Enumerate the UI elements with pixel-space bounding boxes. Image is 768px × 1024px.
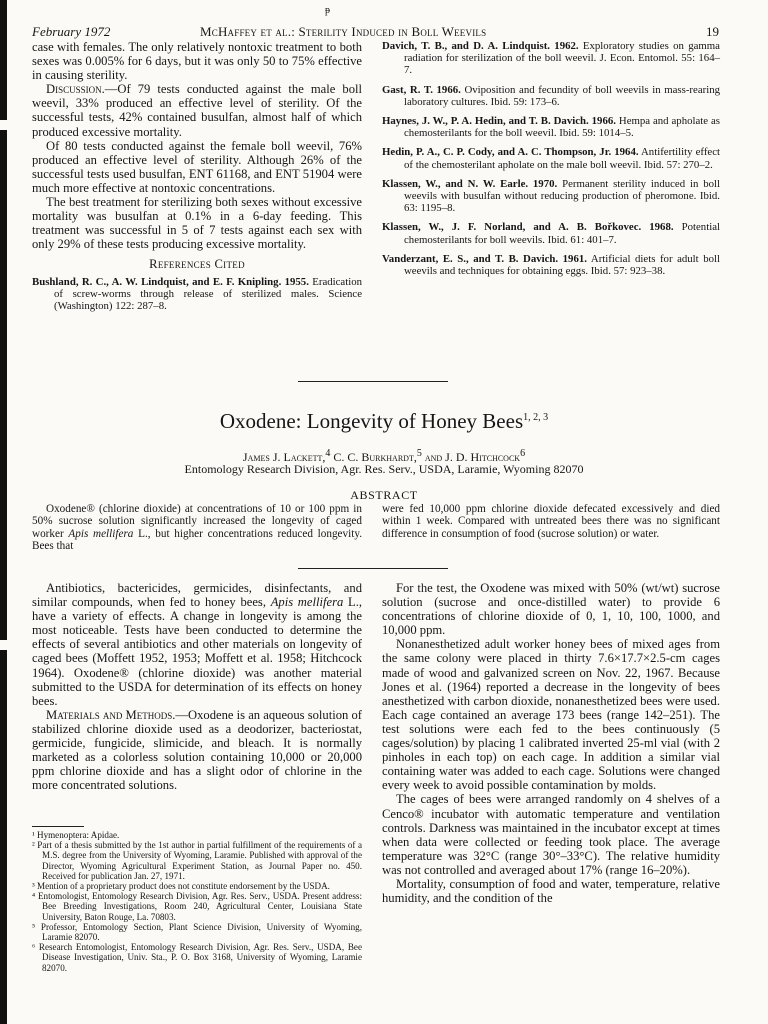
footnotes: [32, 830, 362, 973]
article-title: [0, 404, 768, 435]
footnote-rule: [32, 826, 84, 827]
paragraph: Mortality, consumption of food and water, temperature, relative humidity, and the condition of the: [382, 876, 720, 906]
footnote: ⁴ Entomologist, Entomology Research Division, Agr. Res. Serv., USDA. Present address: Bee Breeding Investigations, Room 240, Agricultural Center, Louisiana State University, Baton Rouge, La. 70803.: [32, 891, 362, 922]
abstract-text: L., but higher concentrations reduced longevity. Bees that: [32, 527, 362, 552]
scan-edge-notch: [0, 640, 7, 650]
run-in-heading: Materials and Methods.: [46, 707, 176, 722]
reference-authors: Davich, T. B., and D. A. Lindquist. 1962.: [382, 40, 579, 52]
paragraph: Nonanesthetized adult worker honey bees of mixed ages from the same colony were placed in thirty 7.6×17.7×2.5-cm cages made of wood and galvanized screen on Nov. 22, 1967. Because Jones et al. (1964) reported a decrease in the longevity of bees anesthetized with carbon dioxide, nonanesthetized bees were used. Each cage contained an average 173 bees (range 142–251). The test solutions were each fed to the bees continuously (5 cages/solution) by placing 1 calibrated inverted 25-ml vial (with 2 pinholes in each top) on each cage. In addition a similar vial containing water was added to each cage. Solutions were changed every week to avoid possible contamination by molds.: [382, 637, 720, 793]
footnote: ¹ Hymenoptera: Apidae.: [32, 830, 120, 840]
species-name: Apis mellifera: [68, 527, 134, 540]
top-mark: ᵽ: [325, 5, 330, 16]
paragraph-text: —Of 79 tests conducted against the male boll weevil, 33% produced an effective level of sterility. Of the successful tests, 42% contained busulfan, almost half of which produced excessive mortality.: [32, 82, 362, 139]
article-title-text: Oxodene: Longevity of Honey Bees: [219, 409, 524, 433]
reference-authors: Haynes, J. W., P. A. Hedin, and T. B. Davich. 1966.: [382, 115, 616, 128]
reference-text: Antifertility effect of the chemosterilant apholate on the male boll weevil. Ibid. 57: 270–2.: [404, 146, 720, 171]
reference-authors: Vanderzant, E. S., and T. B. Davich. 1961.: [382, 252, 587, 265]
body-left-column: [32, 581, 362, 792]
paragraph: [32, 708, 362, 793]
running-title: McHaffey et al.: Sterility Induced in Boll Weevils: [200, 24, 487, 39]
abstract-paragraph: were fed 10,000 ppm chlorine dioxide defecated excessively and died within 1 week. Compared with untreated bees there was no significant difference in consumption of food (sucrose solution) or water.: [382, 503, 720, 540]
paragraph-text: L., have a variety of effects. A change in longevity is among the most noticeable. Tests have been conducted to determine the effects of several antibiotics and other materials on longevity of caged bees (Moffett 1952, 1953; Moffett et al. 1958; Hitchcock 1964). Oxodene® (chlorine dioxide) was another material submitted to the USDA for determination of its effects on honey bees.: [32, 595, 362, 708]
reference-text: Eradication of screw-worms through release of sterilized males. Science (Washington) 122: 287–8.: [54, 275, 363, 312]
paragraph: case with females. The only relatively nontoxic treatment to both sexes was 0.005% for 6 days, but it was only 50 to 75% effective in causing sterility.: [32, 40, 362, 83]
paragraph-text: —Oxodene is an aqueous solution of stabilized chlorine dioxide used as a deodorizer, bacteriostat, germicide, fungicide, slimicide, and bleach. It is normally marketed as a colorless solution containing 10,000 or 20,000 ppm chlorine dioxide and has a slight odor of chlorine in the more concentrated solutions.: [32, 707, 362, 793]
prev-article-left-column: [32, 40, 362, 319]
reference-authors: Klassen, W., J. F. Norland, and A. B. Bořkovec. 1968.: [382, 221, 674, 234]
reference-entry: [382, 146, 720, 170]
run-in-heading: Discussion.: [46, 82, 105, 97]
author-note: 5: [416, 448, 422, 459]
footnote: ³ Mention of a proprietary product does not constitute endorsement by the USDA.: [32, 881, 330, 892]
author-name: C. C. Burkhardt,: [330, 450, 417, 464]
reference-text: Artificial diets for adult boll weevils and techniques for obtaining eggs. Ibid. 57: 923–38.: [404, 252, 720, 278]
reference-text: Potential chemosterilants for boll weevils. Ibid. 61: 401–7.: [404, 221, 720, 246]
abstract-heading: ABSTRACT: [350, 488, 418, 502]
reference-authors: Hedin, P. A., C. P. Cody, and A. C. Thompson, Jr. 1964.: [382, 146, 639, 159]
prev-article-right-column: [382, 40, 720, 284]
scan-edge: [0, 0, 7, 1024]
paragraph: The cages of bees were arranged randomly on 4 shelves of a Cenco® incubator with automatic temperature and ventilation controls. Darkness was maintained in the incubator except at times when data were collected or feeding took place. The average temperature was 32°C (range 30°–33°C). The relative humidity was not controlled and averaged about 17% (range 16–20%).: [382, 792, 720, 877]
paragraph: [32, 82, 362, 138]
author-name: James J. Lackett,: [242, 450, 326, 464]
reference-entry: [382, 40, 720, 77]
abstract-text: Oxodene® (chlorine dioxide) at concentrations of 10 or 100 ppm in 50% sucrose solution significantly increased the longevity of caged worker: [32, 503, 362, 540]
footnote: ² Part of a thesis submitted by the 1st author in partial fulfillment of the requirements of a M.S. degree from the University of Wyoming, Laramie. Published with approval of the Director, Wyoming Agricultural Experiment Station, as Journal Paper no. 450. Received for publication Jan. 27, 1971.: [32, 840, 362, 881]
section-divider: [298, 381, 448, 382]
header-date: February 1972: [32, 24, 111, 39]
body-right-column: [382, 581, 720, 905]
section-divider: [298, 568, 448, 569]
scan-edge-notch: [0, 120, 7, 130]
reference-text: Oviposition and fecundity of boll weevils in mass-rearing laboratory cultures. Ibid. 59: 173–6.: [404, 83, 721, 108]
reference-text: Permanent sterility induced in boll weevils with busulfan without reducing production of pheromone. Ibid. 63: 1195–8.: [404, 177, 720, 215]
title-footnote-markers: 1, 2, 3: [523, 412, 549, 423]
references-heading: References Cited: [149, 257, 245, 272]
reference-entry: [32, 276, 362, 313]
paragraph: The best treatment for sterilizing both sexes without excessive mortality was busulfan at 0.1% in a 6-day feeding. This treatment was successful in 5 of 7 tests against each sex with only 29% of these tests producing excessive mortality.: [32, 195, 362, 252]
reference-entry: [382, 84, 720, 108]
reference-authors: Klassen, W., and N. W. Earle. 1970.: [382, 177, 558, 190]
reference-text: Hempa and apholate as chemosterilants for the boll weevil. Ibid. 59: 1014–5.: [404, 115, 720, 140]
footnote: ⁶ Research Entomologist, Entomology Research Division, Agr. Res. Serv., USDA, Bee Disease Investigation, Univ. Sta., P. O. Box 3168, University of Wyoming, Laramie 82070.: [32, 942, 362, 973]
abstract-left: [32, 503, 362, 552]
affiliation: Entomology Research Division, Agr. Res. Serv., USDA, Laramie, Wyoming 82070: [184, 462, 584, 476]
reference-entry: [382, 221, 720, 245]
paragraph-text: Antibiotics, bactericides, germicides, disinfectants, and similar compounds, when fed to honey bees,: [32, 581, 362, 610]
footnote: ⁵ Professor, Entomology Section, Plant Science Division, University of Wyoming, Laramie 82070.: [32, 921, 362, 943]
reference-authors: Bushland, R. C., A. W. Lindquist, and E. F. Knipling. 1955.: [32, 275, 309, 288]
paragraph: [32, 581, 362, 708]
species-name: Apis mellifera: [270, 595, 344, 610]
reference-text: Exploratory studies on gamma radiation for sterilization of the boll weevil. J. Econ. Entomol. 55: 164–7.: [404, 40, 720, 77]
author-name: and J. D. Hitchcock: [421, 450, 521, 464]
author-note: 4: [325, 448, 331, 459]
reference-entry: [382, 253, 720, 277]
paragraph: Of 80 tests conducted against the female boll weevil, 76% produced an effective level of sterility. Although 26% of the successful tests used busulfan, ENT 61168, and ENT 51904 were much more effective at nontoxic concentrations.: [32, 138, 362, 195]
paragraph: For the test, the Oxodene was mixed with 50% (wt/wt) sucrose solution (sucrose and once-distilled water) to provide 6 concentrations of chlorine dioxide of 0, 1, 10, 100, 1000, and 10,000 ppm.: [382, 581, 720, 638]
reference-entry: [382, 178, 720, 215]
abstract-right: [382, 503, 720, 540]
abstract-paragraph: [32, 503, 362, 552]
author-note: 6: [520, 448, 526, 459]
page-number: 19: [706, 24, 719, 39]
reference-entry: [382, 115, 720, 139]
reference-authors: Gast, R. T. 1966.: [382, 83, 461, 96]
